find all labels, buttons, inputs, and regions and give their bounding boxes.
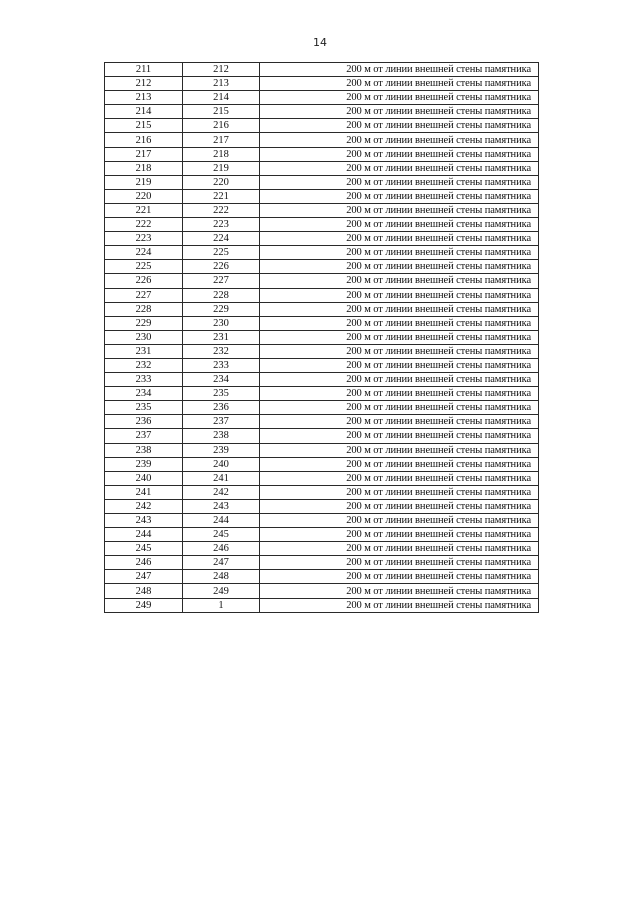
point-from-cell: 217	[105, 147, 183, 161]
description-cell: 200 м от линии внешней стены памятника	[260, 161, 539, 175]
point-from-cell: 216	[105, 133, 183, 147]
point-to-cell: 242	[183, 485, 260, 499]
point-to-cell: 227	[183, 274, 260, 288]
description-cell: 200 м от линии внешней стены памятника	[260, 570, 539, 584]
table-row	[105, 373, 539, 387]
point-to-cell: 249	[183, 584, 260, 598]
table-row	[105, 302, 539, 316]
point-from-cell: 222	[105, 218, 183, 232]
table-row	[105, 471, 539, 485]
point-from-cell: 239	[105, 457, 183, 471]
description-cell: 200 м от линии внешней стены памятника	[260, 373, 539, 387]
description-cell: 200 м от линии внешней стены памятника	[260, 189, 539, 203]
description-cell: 200 м от линии внешней стены памятника	[260, 598, 539, 612]
point-to-cell: 234	[183, 373, 260, 387]
point-from-cell: 244	[105, 528, 183, 542]
point-from-cell: 242	[105, 499, 183, 513]
point-to-cell: 224	[183, 232, 260, 246]
table-row	[105, 485, 539, 499]
table-row	[105, 91, 539, 105]
point-to-cell: 228	[183, 288, 260, 302]
description-cell: 200 м от линии внешней стены памятника	[260, 77, 539, 91]
point-from-cell: 246	[105, 556, 183, 570]
point-to-cell: 223	[183, 218, 260, 232]
description-cell: 200 м от линии внешней стены памятника	[260, 344, 539, 358]
point-from-cell: 233	[105, 373, 183, 387]
table-row	[105, 499, 539, 513]
point-from-cell: 238	[105, 443, 183, 457]
point-to-cell: 248	[183, 570, 260, 584]
description-cell: 200 м от линии внешней стены памятника	[260, 133, 539, 147]
point-to-cell: 215	[183, 105, 260, 119]
table-row	[105, 556, 539, 570]
point-from-cell: 228	[105, 302, 183, 316]
point-from-cell: 249	[105, 598, 183, 612]
point-from-cell: 211	[105, 63, 183, 77]
table-row	[105, 344, 539, 358]
table-row	[105, 119, 539, 133]
point-from-cell: 236	[105, 415, 183, 429]
table-row	[105, 133, 539, 147]
table-row	[105, 161, 539, 175]
description-cell: 200 м от линии внешней стены памятника	[260, 401, 539, 415]
point-from-cell: 232	[105, 358, 183, 372]
description-cell: 200 м от линии внешней стены памятника	[260, 316, 539, 330]
table-row	[105, 147, 539, 161]
table-row	[105, 189, 539, 203]
description-cell: 200 м от линии внешней стены памятника	[260, 514, 539, 528]
point-to-cell: 213	[183, 77, 260, 91]
point-from-cell: 243	[105, 514, 183, 528]
point-to-cell: 226	[183, 260, 260, 274]
description-cell: 200 м от линии внешней стены памятника	[260, 499, 539, 513]
table-row	[105, 570, 539, 584]
description-cell: 200 м от линии внешней стены памятника	[260, 443, 539, 457]
point-from-cell: 247	[105, 570, 183, 584]
description-cell: 200 м от линии внешней стены памятника	[260, 119, 539, 133]
point-to-cell: 216	[183, 119, 260, 133]
point-from-cell: 221	[105, 203, 183, 217]
point-from-cell: 212	[105, 77, 183, 91]
table-row	[105, 63, 539, 77]
point-from-cell: 226	[105, 274, 183, 288]
description-cell: 200 м от линии внешней стены памятника	[260, 556, 539, 570]
point-to-cell: 212	[183, 63, 260, 77]
table-row	[105, 288, 539, 302]
table-row	[105, 246, 539, 260]
table-row	[105, 542, 539, 556]
point-to-cell: 225	[183, 246, 260, 260]
description-cell: 200 м от линии внешней стены памятника	[260, 330, 539, 344]
table-row	[105, 514, 539, 528]
point-to-cell: 230	[183, 316, 260, 330]
point-from-cell: 231	[105, 344, 183, 358]
table-row	[105, 232, 539, 246]
point-to-cell: 231	[183, 330, 260, 344]
description-cell: 200 м от линии внешней стены памятника	[260, 260, 539, 274]
table-row	[105, 358, 539, 372]
point-to-cell: 233	[183, 358, 260, 372]
description-cell: 200 м от линии внешней стены памятника	[260, 63, 539, 77]
point-to-cell: 237	[183, 415, 260, 429]
description-cell: 200 м от линии внешней стены памятника	[260, 528, 539, 542]
description-cell: 200 м от линии внешней стены памятника	[260, 218, 539, 232]
table-row	[105, 387, 539, 401]
table-row	[105, 316, 539, 330]
point-from-cell: 215	[105, 119, 183, 133]
point-to-cell: 241	[183, 471, 260, 485]
point-from-cell: 245	[105, 542, 183, 556]
page-number: 14	[313, 36, 327, 49]
point-from-cell: 227	[105, 288, 183, 302]
description-cell: 200 м от линии внешней стены памятника	[260, 232, 539, 246]
point-from-cell: 219	[105, 175, 183, 189]
description-cell: 200 м от линии внешней стены памятника	[260, 246, 539, 260]
description-cell: 200 м от линии внешней стены памятника	[260, 415, 539, 429]
table-row	[105, 429, 539, 443]
description-cell: 200 м от линии внешней стены памятника	[260, 274, 539, 288]
point-to-cell: 222	[183, 203, 260, 217]
description-cell: 200 м от линии внешней стены памятника	[260, 147, 539, 161]
point-from-cell: 220	[105, 189, 183, 203]
point-to-cell: 239	[183, 443, 260, 457]
point-from-cell: 224	[105, 246, 183, 260]
point-from-cell: 241	[105, 485, 183, 499]
point-from-cell: 237	[105, 429, 183, 443]
table-row	[105, 401, 539, 415]
table-row	[105, 330, 539, 344]
point-to-cell: 238	[183, 429, 260, 443]
table-row	[105, 77, 539, 91]
point-to-cell: 218	[183, 147, 260, 161]
point-to-cell: 219	[183, 161, 260, 175]
point-to-cell: 245	[183, 528, 260, 542]
description-cell: 200 м от линии внешней стены памятника	[260, 471, 539, 485]
point-from-cell: 225	[105, 260, 183, 274]
point-to-cell: 229	[183, 302, 260, 316]
description-cell: 200 м от линии внешней стены памятника	[260, 175, 539, 189]
description-cell: 200 м от линии внешней стены памятника	[260, 91, 539, 105]
point-to-cell: 247	[183, 556, 260, 570]
description-cell: 200 м от линии внешней стены памятника	[260, 584, 539, 598]
table-row	[105, 457, 539, 471]
point-to-cell: 246	[183, 542, 260, 556]
point-to-cell: 244	[183, 514, 260, 528]
description-cell: 200 м от линии внешней стены памятника	[260, 358, 539, 372]
point-from-cell: 230	[105, 330, 183, 344]
description-cell: 200 м от линии внешней стены памятника	[260, 457, 539, 471]
point-from-cell: 240	[105, 471, 183, 485]
point-to-cell: 221	[183, 189, 260, 203]
table-row	[105, 274, 539, 288]
description-cell: 200 м от линии внешней стены памятника	[260, 203, 539, 217]
point-from-cell: 235	[105, 401, 183, 415]
point-to-cell: 232	[183, 344, 260, 358]
description-cell: 200 м от линии внешней стены памятника	[260, 542, 539, 556]
table-row	[105, 584, 539, 598]
table-row	[105, 528, 539, 542]
point-to-cell: 1	[183, 598, 260, 612]
point-to-cell: 235	[183, 387, 260, 401]
table-row	[105, 598, 539, 612]
point-to-cell: 236	[183, 401, 260, 415]
point-to-cell: 220	[183, 175, 260, 189]
point-from-cell: 213	[105, 91, 183, 105]
description-cell: 200 м от линии внешней стены памятника	[260, 302, 539, 316]
description-cell: 200 м от линии внешней стены памятника	[260, 105, 539, 119]
table-row	[105, 105, 539, 119]
point-from-cell: 248	[105, 584, 183, 598]
point-to-cell: 240	[183, 457, 260, 471]
table-row	[105, 415, 539, 429]
table-row	[105, 203, 539, 217]
table-body	[105, 63, 539, 613]
table-row	[105, 260, 539, 274]
table-row	[105, 175, 539, 189]
point-from-cell: 234	[105, 387, 183, 401]
description-cell: 200 м от линии внешней стены памятника	[260, 387, 539, 401]
description-cell: 200 м от линии внешней стены памятника	[260, 429, 539, 443]
point-to-cell: 243	[183, 499, 260, 513]
point-from-cell: 214	[105, 105, 183, 119]
point-to-cell: 217	[183, 133, 260, 147]
boundary-points-table	[104, 62, 539, 613]
point-from-cell: 223	[105, 232, 183, 246]
table-row	[105, 443, 539, 457]
point-to-cell: 214	[183, 91, 260, 105]
table-row	[105, 218, 539, 232]
point-from-cell: 229	[105, 316, 183, 330]
point-from-cell: 218	[105, 161, 183, 175]
description-cell: 200 м от линии внешней стены памятника	[260, 485, 539, 499]
description-cell: 200 м от линии внешней стены памятника	[260, 288, 539, 302]
